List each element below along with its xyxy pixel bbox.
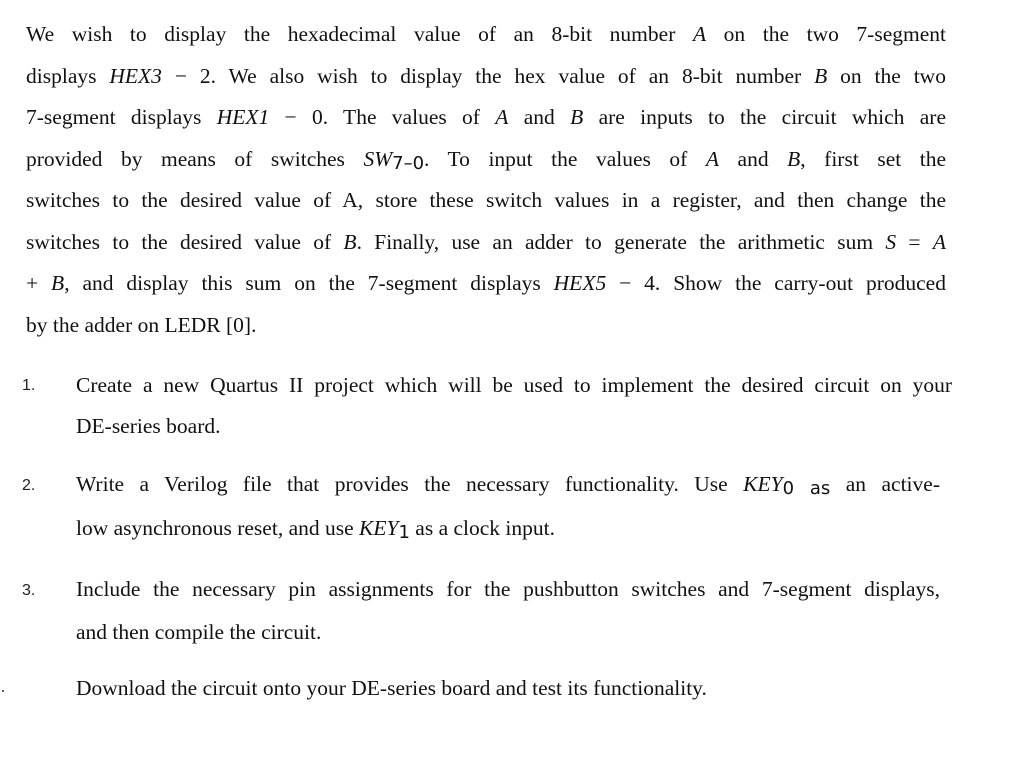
paragraph-line-3: 7-segment displays HEX1 − 0. The values of A and B are inputs to the circuit which are bbox=[26, 105, 946, 129]
paragraph-line-8: by the adder on LEDR [0]. bbox=[26, 312, 257, 337]
step-number: 1. bbox=[22, 377, 36, 394]
paragraph-line-4: provided by means of switches SW7–0. To input the values of A and B, first set the bbox=[26, 146, 947, 174]
final-step-text: Download the circuit onto your DE-series board and test its functionality. bbox=[76, 676, 707, 700]
step-number: 2. bbox=[22, 477, 36, 494]
bullet-mark bbox=[2, 690, 4, 692]
paragraph-line-2: displays HEX3 − 2. We also wish to display the hex value of an 8-bit number B on the two bbox=[26, 63, 946, 88]
paragraph-line-1: We wish to display the hexadecimal value of an 8-bit number A on the two 7-segment bbox=[26, 22, 946, 46]
problem-paragraph bbox=[26, 14, 946, 346]
step-1-line-2: DE-series board. bbox=[76, 414, 221, 438]
paragraph-line-5: switches to the desired value of A, store these switch values in a register, and then change the bbox=[26, 188, 946, 212]
step-number: 3. bbox=[22, 582, 36, 599]
step-2-line-2: low asynchronous reset, and use KEY1 as a clock input. bbox=[76, 516, 556, 543]
step-3-line-2: and then compile the circuit. bbox=[76, 620, 322, 644]
step-3-line-1: Include the necessary pin assignments for the pushbutton switches and 7-segment displays, bbox=[76, 577, 940, 601]
step-2-line-1: Write a Verilog file that provides the necessary functionality. Use KEY0 as an active- bbox=[76, 472, 940, 499]
paragraph-line-7: + B, and display this sum on the 7-segment displays HEX5 − 4. Show the carry-out produced bbox=[26, 271, 946, 295]
step-1-line-1: Create a new Quartus II project which will be used to implement the desired circuit on your bbox=[76, 373, 952, 397]
paragraph-line-6: switches to the desired value of B. Finally, use an adder to generate the arithmetic sum S = A bbox=[26, 229, 946, 254]
